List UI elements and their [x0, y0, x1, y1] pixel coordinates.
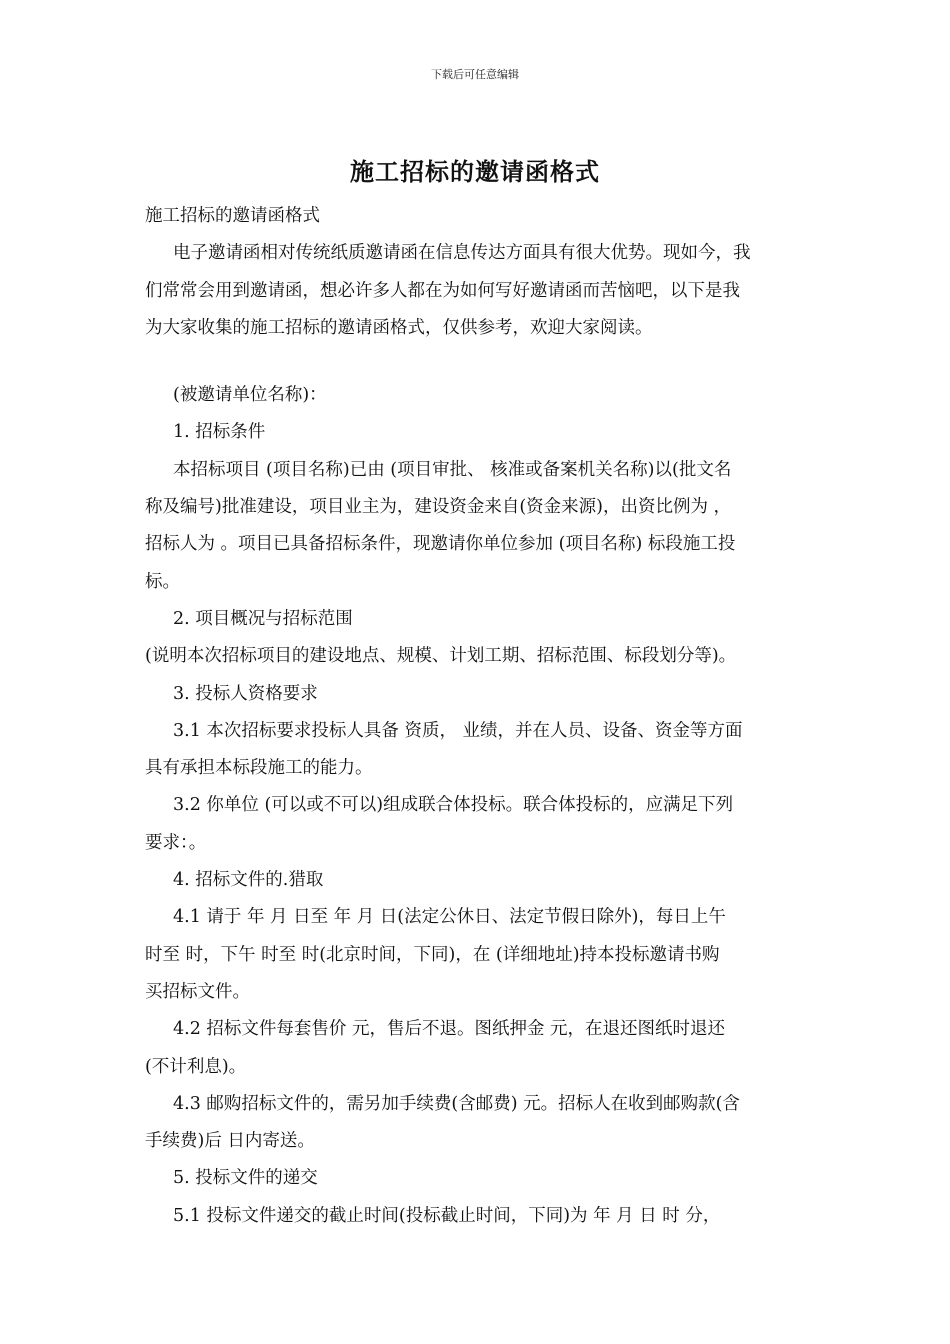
- body-line: 3.2 你单位 (可以或不可以)组成联合体投标。联合体投标的，应满足下列: [173, 795, 734, 816]
- body-line: 具有承担本标段施工的能力。: [145, 758, 373, 779]
- subtitle-line: 施工招标的邀请函格式: [145, 206, 320, 226]
- section-heading: 1. 招标条件: [173, 422, 266, 443]
- body-line: 4.1 请于 年 月 日至 年 月 日(法定公休日、法定节假日除外)，每日上午: [173, 907, 726, 928]
- document-title: 施工招标的邀请函格式: [350, 157, 600, 186]
- body-line: 手续费)后 日内寄送。: [145, 1131, 315, 1152]
- body-line: (说明本次招标项目的建设地点、规模、计划工期、招标范围、标段划分等)。: [145, 646, 737, 667]
- body-line: (不计利息)。: [145, 1056, 247, 1077]
- body-line: 标。: [145, 571, 180, 592]
- intro-line-1: 电子邀请函相对传统纸质邀请函在信息传达方面具有很大优势。现如今，我: [173, 243, 751, 264]
- body-line: 称及编号)批准建设，项目业主为，建设资金来自(资金来源)，出资比例为 ，: [145, 497, 732, 518]
- intro-line-3: 为大家收集的施工招标的邀请函格式，仅供参考，欢迎大家阅读。: [145, 317, 653, 338]
- body-line: 要求：。: [145, 832, 207, 853]
- body-line: 买招标文件。: [145, 981, 250, 1002]
- document-body: [145, 198, 815, 1235]
- paragraph-gap: [145, 347, 815, 377]
- section-heading: 3. 投标人资格要求: [173, 683, 318, 704]
- body-line: 4.2 招标文件每套售价 元，售后不退。图纸押金 元，在退还图纸时退还: [173, 1019, 726, 1040]
- section-heading: 4. 招标文件的.猎取: [173, 870, 324, 891]
- body-line: 3.1 本次招标要求投标人具备 资质， 业绩，并在人员、设备、资金等方面: [173, 720, 743, 741]
- section-heading: 5. 投标文件的递交: [173, 1168, 318, 1189]
- page-header-note: 下载后可任意编辑: [431, 68, 519, 81]
- section-heading: 2. 项目概况与招标范围: [173, 608, 353, 629]
- body-line: 5.1 投标文件递交的截止时间(投标截止时间，下同)为 年 月 日 时 分，: [173, 1205, 721, 1226]
- body-line: 时至 时，下午 时至 时(北京时间，下同)，在 (详细地址)持本投标邀请书购: [145, 944, 720, 965]
- body-line: 4.3 邮购招标文件的，需另加手续费(含邮费) 元。招标人在收到邮购款(含: [173, 1093, 740, 1114]
- recipient-line: (被邀请单位名称)：: [173, 385, 327, 406]
- body-line: 本招标项目 (项目名称)已由 (项目审批、 核准或备案机关名称)以(批文名: [173, 459, 732, 480]
- body-line: 招标人为 。项目已具备招标条件，现邀请你单位参加 (项目名称) 标段施工投: [145, 534, 736, 555]
- intro-line-2: 们常常会用到邀请函，想必许多人都在为如何写好邀请函而苦恼吧，以下是我: [145, 280, 740, 301]
